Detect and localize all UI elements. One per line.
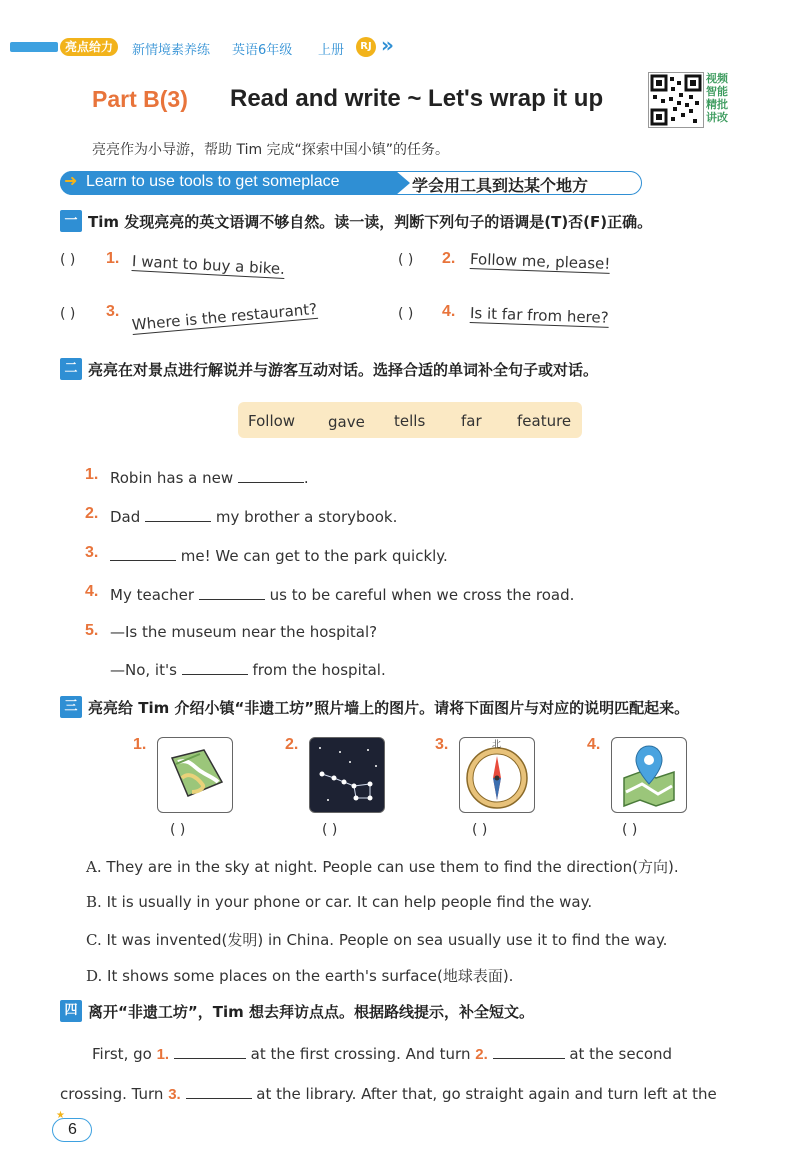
answer-blank[interactable] — [493, 1043, 565, 1059]
part-label: Part B(3) — [92, 86, 188, 112]
answer-paren[interactable]: ( ) — [398, 306, 414, 322]
sentence-text: me! We can get to the park quickly. — [180, 547, 448, 565]
qr-code[interactable] — [648, 72, 704, 128]
picture-number: 4. — [587, 736, 601, 753]
option-text: They are in the sky at night. People can use them to find the direction(方向). — [106, 858, 679, 876]
picture-2 — [309, 737, 385, 813]
qr-label-line: 精批 — [706, 98, 728, 111]
option-row — [86, 893, 592, 911]
passage-text: crossing. Turn — [60, 1085, 164, 1103]
answer-paren[interactable]: ( ) — [170, 822, 186, 838]
sentence-row — [110, 584, 574, 604]
blank-number: 3. — [168, 1086, 181, 1103]
answer-paren[interactable]: ( ) — [398, 252, 414, 268]
word-bank-item: gave — [328, 413, 365, 431]
item-number: 2. — [85, 505, 99, 522]
map-icon — [158, 738, 232, 812]
sentence-2: Follow me, please! — [469, 250, 611, 273]
sentence-text: —No, it's — [110, 661, 177, 679]
double-chevron-icon: » — [381, 33, 394, 57]
header-series: 新情境素养练 — [132, 43, 211, 58]
navigation-map-icon — [612, 738, 686, 812]
option-row — [86, 965, 513, 986]
sentence-text: Dad — [110, 508, 141, 526]
passage-line-2 — [60, 1083, 717, 1103]
sentence-text: my brother a storybook. — [215, 508, 398, 526]
qr-label — [706, 72, 736, 124]
item-number: 3. — [85, 544, 99, 561]
blank-number: 1. — [156, 1046, 170, 1063]
passage-line-1 — [92, 1043, 672, 1063]
answer-paren[interactable]: ( ) — [472, 822, 488, 838]
sentence-row — [110, 467, 309, 487]
arrow-icon: ➜ — [64, 171, 78, 190]
option-text: It shows some places on the earth's surface(地球表面). — [107, 967, 514, 985]
page-title: Read and write ~ Let's wrap it up — [230, 85, 604, 112]
passage-text: First, go — [92, 1045, 152, 1063]
sentence-text: Robin has a new — [110, 469, 234, 487]
sentence-text: My teacher — [110, 586, 195, 604]
option-letter: B. — [86, 893, 102, 911]
answer-paren[interactable]: ( ) — [60, 306, 76, 322]
option-row — [86, 929, 667, 950]
answer-blank[interactable] — [145, 506, 211, 522]
picture-1 — [157, 737, 233, 813]
qr-label-line: 智能 — [706, 85, 728, 98]
blank-number: 2. — [475, 1046, 488, 1063]
constellation-icon — [310, 738, 384, 812]
sentence-row — [110, 506, 397, 526]
sentence-row — [110, 545, 448, 565]
picture-4 — [611, 737, 687, 813]
compass-north-label: 北 — [492, 740, 502, 750]
answer-blank[interactable] — [110, 545, 176, 561]
option-text: It is usually in your phone or car. It can help people find the way. — [106, 893, 593, 911]
word-bank-item: far — [461, 412, 482, 430]
section1-instruction: Tim 发现亮亮的英文语调不够自然。读一读，判断下列句子的语调是(T)否(F)正确。 — [88, 213, 653, 231]
sentence-1: I want to buy a bike. — [131, 252, 286, 279]
item-number: 2. — [442, 250, 456, 267]
header-bar-stripe — [10, 42, 58, 52]
option-row — [86, 856, 679, 877]
item-number: 4. — [85, 583, 99, 600]
answer-paren[interactable]: ( ) — [60, 252, 76, 268]
page-number-star-icon: ★ — [56, 1110, 65, 1121]
qr-label-line: 视频 — [706, 72, 728, 85]
header-volume: 上册 — [318, 43, 345, 58]
section2-instruction: 亮亮在对景点进行解说并与游客互动对话。选择合适的单词补全句子或对话。 — [88, 361, 599, 379]
sentence-row — [110, 659, 386, 679]
option-letter: D. — [86, 967, 103, 985]
passage-text: at the library. After that, go straight again and turn left at the — [256, 1085, 717, 1103]
passage-text: at the second — [569, 1045, 673, 1063]
sentence-4: Is it far from here? — [469, 304, 609, 327]
item-number: 1. — [106, 250, 120, 267]
banner-english-text: Learn to use tools to get someplace — [86, 173, 340, 190]
word-bank-item: tells — [394, 412, 426, 430]
item-number: 1. — [85, 466, 99, 483]
header-tag: 亮点给力 — [60, 38, 118, 56]
option-letter: C. — [86, 931, 102, 949]
word-bank-item: feature — [517, 412, 572, 430]
qr-code-icon — [649, 73, 703, 127]
sentence-3: Where is the restaurant? — [131, 299, 318, 334]
item-number: 5. — [85, 622, 99, 639]
intro-text: 亮亮作为小导游，帮助 Tim 完成“探索中国小镇”的任务。 — [92, 142, 450, 158]
option-letter: A. — [86, 858, 102, 876]
page-number: 6 — [68, 1121, 77, 1138]
word-bank-item: Follow — [248, 412, 296, 430]
sentence-text: . — [303, 469, 309, 487]
dialogue-question: —Is the museum near the hospital? — [110, 623, 378, 641]
picture-number: 3. — [435, 736, 449, 753]
sentence-text: from the hospital. — [252, 661, 386, 679]
answer-blank[interactable] — [238, 467, 304, 483]
picture-number: 2. — [285, 736, 299, 753]
section-number-2: 二 — [60, 358, 82, 380]
section4-instruction: 离开“非遗工坊”，Tim 想去拜访点点。根据路线提示，补全短文。 — [88, 1003, 534, 1021]
picture-number: 1. — [133, 736, 147, 753]
item-number: 4. — [442, 303, 456, 320]
edition-badge: RJ — [356, 37, 376, 57]
item-number: 3. — [106, 303, 120, 320]
section3-instruction: 亮亮给 Tim 介绍小镇“非遗工坊”照片墙上的图片。请将下面图片与对应的说明匹配起来。 — [88, 699, 690, 717]
picture-3 — [459, 737, 535, 813]
section-number-1: 一 — [60, 210, 82, 232]
sentence-text: us to be careful when we cross the road. — [269, 586, 575, 604]
option-text: It was invented(发明) in China. People on sea usually use it to find the way. — [106, 931, 668, 949]
answer-paren[interactable]: ( ) — [322, 822, 338, 838]
answer-blank[interactable] — [199, 584, 265, 600]
answer-blank[interactable] — [186, 1083, 252, 1099]
answer-blank[interactable] — [174, 1043, 246, 1059]
passage-text: at the first crossing. And turn — [250, 1045, 471, 1063]
answer-paren[interactable]: ( ) — [622, 822, 638, 838]
qr-label-line: 讲改 — [706, 111, 728, 124]
header-subject: 英语6年级 — [232, 43, 293, 58]
banner-chinese-text: 学会用工具到达某个地方 — [412, 176, 589, 195]
section-number-4: 四 — [60, 1000, 82, 1022]
answer-blank[interactable] — [182, 659, 248, 675]
section-number-3: 三 — [60, 696, 82, 718]
